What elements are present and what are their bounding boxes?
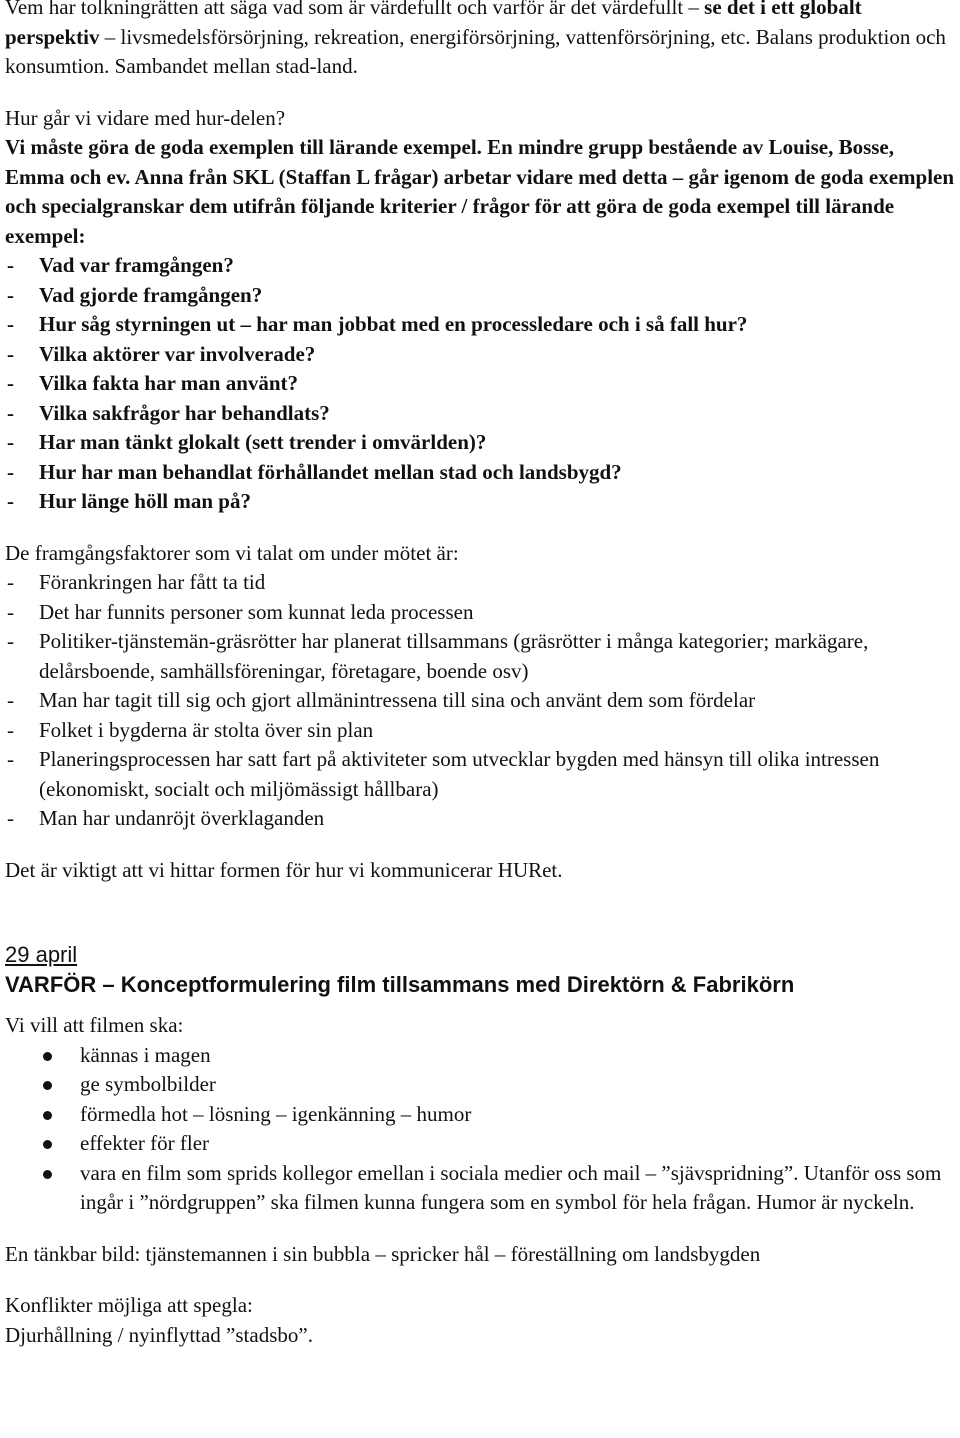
how-heading: Hur går vi vidare med hur-delen? [5, 105, 286, 130]
bullet-icon [5, 1041, 80, 1071]
criteria-item: - Har man tänkt glokalt (sett trender i omvärlden)? [7, 430, 487, 454]
film-goals-list [5, 1041, 957, 1218]
film-goal-item: kännas i magen [5, 1041, 957, 1071]
success-item: - Planeringsprocessen har satt fart på aktiviteter som utvecklar bygden med hänsyn till olika intressen (ekonomiskt, socialt och miljömässigt hållbara) [7, 747, 880, 801]
intro-balance: Balans produktion och konsumtion. Sambandet mellan stad-land. [5, 24, 946, 78]
success-item: - Det har funnits personer som kunnat leda processen [7, 599, 474, 624]
success-item: - Folket i bygderna är stolta över sin plan [7, 717, 374, 742]
film-goal-item: ge symbolbilder [5, 1070, 957, 1100]
intro-emphasis: se det i ett globalt perspektiv [5, 0, 862, 49]
intro-text: Vem har tolkningrätten att säga vad som är värdefullt och varför är det värdefullt – [5, 0, 705, 19]
film-goal-item: vara en film som sprids kollegor emellan i sociala medier och mail – ”sjävspridning”. Utanför oss som ingår i ”nördgruppen” ska filmen kunna fungera som en symbol för hela frågan. Humor är nyckeln. [5, 1159, 957, 1218]
success-item: - Man har undanröjt överklaganden [7, 806, 325, 830]
bullet-icon [5, 1070, 80, 1100]
criteria-item: - Vad var framgången? [7, 253, 234, 277]
film-goal-item: förmedla hot – lösning – igenkänning – humor [5, 1100, 957, 1130]
success-list [5, 568, 957, 834]
criteria-item: - Vilka sakfrågor har behandlats? [7, 400, 330, 425]
document-page [5, 0, 957, 1350]
conflicts-text: Djurhållning / nyinflyttad ”stadsbo”. [5, 1322, 313, 1347]
section-heading: VARFÖR – Konceptformulering film tillsammans med Direktörn & Fabrikörn [5, 971, 795, 997]
criteria-item: - Vad gjorde framgången? [7, 282, 263, 307]
success-heading: De framgångsfaktorer som vi talat om under mötet är: [5, 540, 459, 565]
film-goal-item: effekter för fler [5, 1129, 957, 1159]
section-date: 29 april [5, 942, 78, 967]
intro-paragraph [5, 0, 957, 82]
image-idea: En tänkbar bild: tjänstemannen i sin bubbla – spricker hål – föreställning om landsbygden [5, 1241, 761, 1266]
criteria-item: - Hur såg styrningen ut – har man jobbat med en processledare och i så fall hur? [7, 312, 748, 336]
bullet-icon [5, 1100, 80, 1130]
success-item: - Förankringen har fått ta tid [7, 570, 266, 594]
criteria-item: - Vilka aktörer var involverade? [7, 341, 316, 366]
criteria-item: - Hur länge höll man på? [7, 489, 251, 513]
criteria-list [5, 251, 957, 517]
film-intro: Vi vill att filmen ska: [5, 1013, 184, 1037]
how-paragraph: Vi måste göra de goda exemplen till lärande exempel. En mindre grupp bestående av Louise, Bosse, Emma och ev. Anna från SKL (Staffan L frågar) arbetar vidare med detta – går igenom de goda exemplen och specialgranskar dem utifrån följande kriterier / frågor för att göra de goda exempel till lärande exempel: [5, 135, 955, 248]
closing-paragraph: Det är viktigt att vi hittar formen för hur vi kommunicerar HURet. [5, 857, 563, 882]
bullet-icon [5, 1159, 80, 1218]
criteria-item: - Hur har man behandlat förhållandet mellan stad och landsbygd? [7, 459, 622, 484]
criteria-item: - Vilka fakta har man använt? [7, 371, 299, 395]
success-item: - Man har tagit till sig och gjort allmänintressena till sina och använt dem som fördelar [7, 688, 756, 712]
intro-text-rest: – livsmedelsförsörjning, rekreation, energiförsörjning, vattenförsörjning, etc. [99, 24, 751, 49]
success-item: - Politiker-tjänstemän-gräsrötter har planerat tillsammans (gräsrötter i många kategorier; markägare, delårsboende, samhällsföreningar, företagare, boende osv) [7, 629, 869, 683]
bullet-icon [5, 1129, 80, 1159]
conflicts-heading: Konflikter möjliga att spegla: [5, 1293, 253, 1317]
